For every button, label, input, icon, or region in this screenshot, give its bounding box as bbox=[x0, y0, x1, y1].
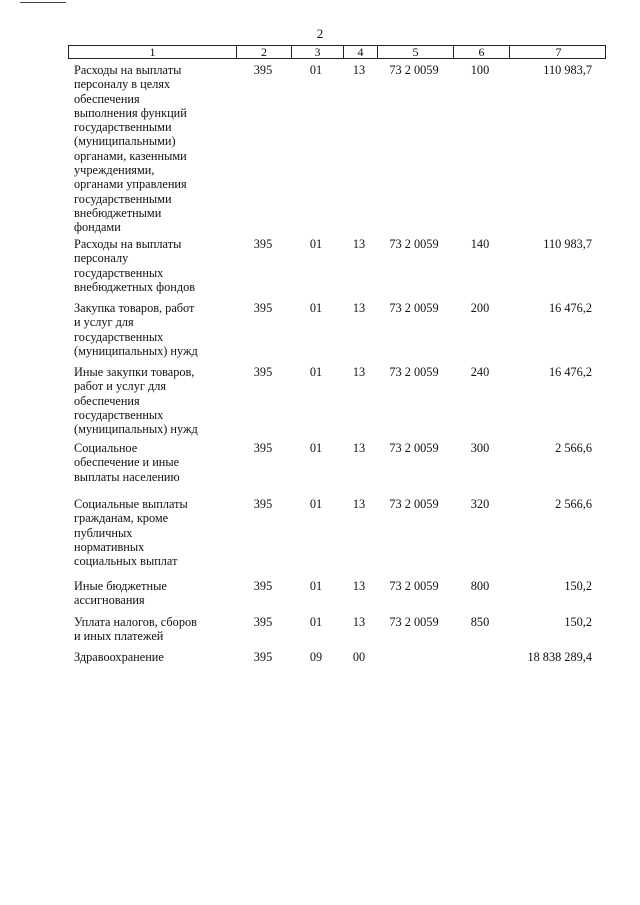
row-col-4: 13 bbox=[352, 615, 366, 629]
row-col-6: 320 bbox=[470, 497, 490, 511]
row-name: Расходы на выплаты персоналу государственных внебюджетных фондов bbox=[74, 237, 196, 294]
row-col-6: 100 bbox=[470, 63, 490, 77]
row-col-2: 395 bbox=[253, 497, 273, 511]
row-col-7: 150,2 bbox=[564, 579, 592, 593]
row-name: Уплата налогов, сборов и иных платежей bbox=[74, 615, 197, 644]
row-col-2: 395 bbox=[253, 579, 273, 593]
row-col-5: 73 2 0059 bbox=[389, 365, 439, 379]
row-col-5: 73 2 0059 bbox=[389, 63, 439, 77]
header-col-4: 4 bbox=[343, 46, 377, 58]
row-col-6: 850 bbox=[470, 615, 490, 629]
row-col-2: 395 bbox=[253, 365, 273, 379]
row-col-6: 800 bbox=[470, 579, 490, 593]
row-col-6: 300 bbox=[470, 441, 490, 455]
row-name: Иные бюджетные ассигнования bbox=[74, 579, 167, 608]
row-col-4: 13 bbox=[352, 301, 366, 315]
row-col-5: 73 2 0059 bbox=[389, 579, 439, 593]
header-col-3: 3 bbox=[291, 46, 343, 58]
row-col-5: 73 2 0059 bbox=[389, 441, 439, 455]
row-col-4: 13 bbox=[352, 365, 366, 379]
row-col-3: 01 bbox=[309, 497, 323, 511]
row-name: Здравоохранение bbox=[74, 650, 164, 664]
row-col-3: 01 bbox=[309, 237, 323, 251]
row-col-3: 01 bbox=[309, 63, 323, 77]
row-name: Социальные выплаты гражданам, кроме публичных нормативных социальных выплат bbox=[74, 497, 188, 569]
row-col-6: 140 bbox=[470, 237, 490, 251]
row-col-2: 395 bbox=[253, 441, 273, 455]
row-col-4: 13 bbox=[352, 237, 366, 251]
row-col-7: 2 566,6 bbox=[555, 441, 592, 455]
row-col-7: 18 838 289,4 bbox=[527, 650, 592, 664]
row-col-5: 73 2 0059 bbox=[389, 615, 439, 629]
row-col-4: 13 bbox=[352, 497, 366, 511]
row-col-2: 395 bbox=[253, 615, 273, 629]
row-col-3: 01 bbox=[309, 441, 323, 455]
row-col-3: 01 bbox=[309, 301, 323, 315]
row-col-2: 395 bbox=[253, 301, 273, 315]
row-col-7: 110 983,7 bbox=[543, 237, 592, 251]
row-col-4: 13 bbox=[352, 63, 366, 77]
row-col-4: 13 bbox=[352, 579, 366, 593]
row-col-7: 16 476,2 bbox=[548, 365, 592, 379]
row-col-6: 200 bbox=[470, 301, 490, 315]
header-col-1: 1 bbox=[149, 45, 156, 59]
row-col-5: 73 2 0059 bbox=[389, 497, 439, 511]
row-name: Закупка товаров, работ и услуг для государственных (муниципальных) нужд bbox=[74, 301, 198, 358]
row-col-5: 73 2 0059 bbox=[389, 237, 439, 251]
row-col-3: 01 bbox=[309, 579, 323, 593]
row-col-5: 73 2 0059 bbox=[389, 301, 439, 315]
row-col-3: 09 bbox=[309, 650, 323, 664]
row-col-7: 16 476,2 bbox=[548, 301, 592, 315]
header-col-6: 6 bbox=[453, 46, 509, 58]
row-col-7: 110 983,7 bbox=[543, 63, 592, 77]
header-col-5: 5 bbox=[377, 46, 453, 58]
header-col-2: 2 bbox=[236, 46, 291, 58]
row-col-4: 13 bbox=[352, 441, 366, 455]
row-col-7: 2 566,6 bbox=[555, 497, 592, 511]
row-col-2: 395 bbox=[253, 237, 273, 251]
header-col-7: 7 bbox=[509, 46, 607, 58]
row-col-7: 150,2 bbox=[564, 615, 592, 629]
page-number: 2 bbox=[316, 26, 324, 41]
row-col-3: 01 bbox=[309, 615, 323, 629]
row-col-6: 240 bbox=[470, 365, 490, 379]
row-col-3: 01 bbox=[309, 365, 323, 379]
row-col-4: 00 bbox=[352, 650, 366, 664]
row-col-2: 395 bbox=[253, 650, 273, 664]
row-name: Иные закупки товаров, работ и услуг для обеспечения государственных (муниципальных) нужд bbox=[74, 365, 198, 437]
row-name: Социальное обеспечение и иные выплаты населению bbox=[74, 441, 180, 484]
row-col-2: 395 bbox=[253, 63, 273, 77]
row-name: Расходы на выплаты персоналу в целях обеспечения выполнения функций государственными (муниципальными) органами, казенными учреждениями, органами управления государственными внебюджетными фондами bbox=[74, 63, 187, 235]
